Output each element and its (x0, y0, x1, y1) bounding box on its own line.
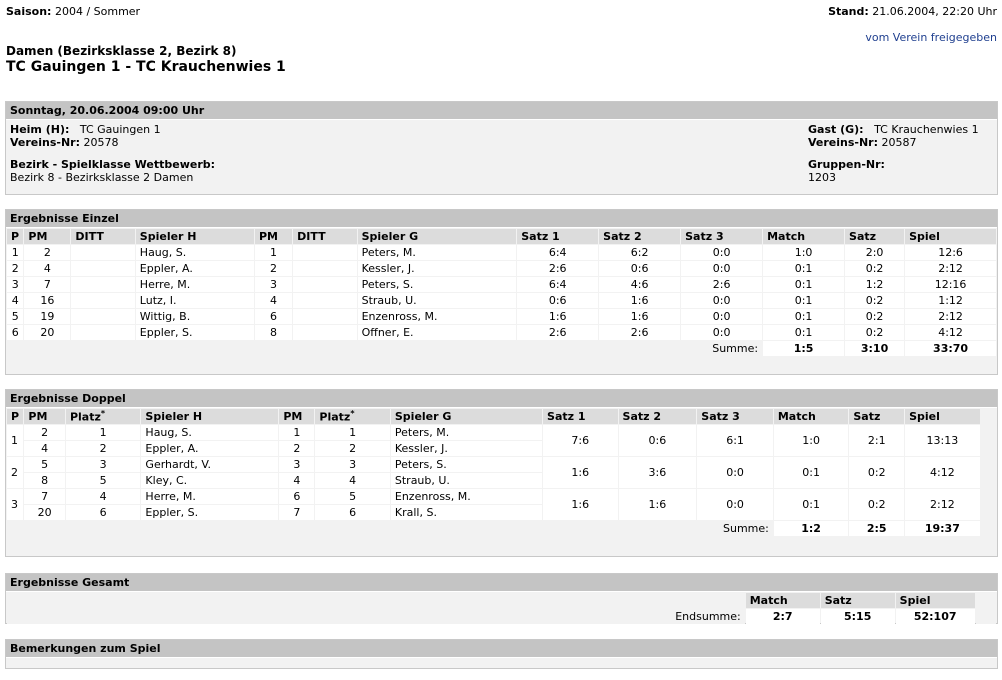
stand: Stand: 21.06.2004, 22:20 Uhr (828, 5, 997, 18)
table-cell: 2:6 (517, 325, 598, 340)
spieler-g: Straub, U. (391, 473, 542, 488)
table-cell: 6:2 (599, 245, 680, 260)
doppel-header-label: Match (777, 410, 816, 423)
einzel-header: Spieler G (358, 229, 517, 244)
spieler-h: Eppler, A. (141, 441, 278, 456)
table-row (7, 277, 996, 292)
table-cell: 0:2 (845, 309, 904, 324)
einzel-header: Satz (845, 229, 904, 244)
table-cell: 0:0 (681, 309, 762, 324)
einzel-header: Spieler H (136, 229, 254, 244)
table-cell: 0:2 (845, 325, 904, 340)
table-cell: Kessler, J. (358, 261, 517, 276)
table-cell: 1:6 (599, 293, 680, 308)
doppel-satz3: 6:1 (697, 425, 773, 456)
table-cell: 0:6 (599, 261, 680, 276)
table-cell: 0:1 (763, 277, 844, 292)
einzel-box (5, 209, 998, 375)
table-row (7, 325, 996, 340)
doppel-summe-value: 1:2 (774, 521, 848, 536)
table-cell: 6 (7, 325, 23, 340)
doppel-match: 0:1 (774, 457, 848, 488)
table-cell (293, 325, 356, 340)
doppel-satz: 0:2 (849, 489, 904, 520)
doppel-satz1: 7:6 (543, 425, 617, 456)
pm-h: 2 (24, 425, 65, 440)
spieler-g: Kessler, J. (391, 441, 542, 456)
platz-h: 2 (66, 441, 140, 456)
gast-info: Gast (G): TC Krauchenwies 1 Vereins-Nr: 20587 (808, 123, 979, 149)
doppel-header (619, 409, 697, 424)
doppel-header (66, 409, 140, 424)
table-cell: 2 (7, 261, 23, 276)
doppel-header-label: Satz (853, 410, 881, 423)
table-cell: Straub, U. (358, 293, 517, 308)
endsumme-label: Endsumme: (7, 609, 745, 624)
einzel-header: PM (255, 229, 292, 244)
table-cell: 2:6 (599, 325, 680, 340)
table-cell: 4:12 (905, 325, 996, 340)
endsumme-spiel: 52:107 (896, 609, 975, 624)
doppel-header-label: Satz 3 (701, 410, 740, 423)
table-cell: 0:1 (763, 309, 844, 324)
doppel-summe-value: 2:5 (849, 521, 904, 536)
doppel-filler (981, 425, 996, 456)
table-cell: 12:6 (905, 245, 996, 260)
einzel-summe-label: Summe: (7, 341, 762, 356)
einzel-summe-value: 1:5 (763, 341, 844, 356)
table-cell: 12:16 (905, 277, 996, 292)
table-cell: 20 (24, 325, 70, 340)
bemerkungen-title: Bemerkungen zum Spiel (6, 640, 997, 658)
doppel-table (6, 408, 997, 537)
einzel-summe-row (7, 341, 996, 356)
table-cell (71, 261, 134, 276)
table-cell: 3 (255, 277, 292, 292)
table-cell: 1:2 (845, 277, 904, 292)
table-cell: 0:0 (681, 245, 762, 260)
doppel-spiel: 4:12 (905, 457, 979, 488)
table-cell: 2 (255, 261, 292, 276)
table-cell (71, 245, 134, 260)
table-cell (71, 277, 134, 292)
table-cell: 1:12 (905, 293, 996, 308)
bemerkungen-box (5, 639, 998, 669)
pm-h: 5 (24, 457, 65, 472)
doppel-header (697, 409, 773, 424)
doppel-header (849, 409, 904, 424)
doppel-filler (981, 457, 996, 488)
spieler-h: Kley, C. (141, 473, 278, 488)
table-cell: Eppler, A. (136, 261, 254, 276)
platz-g: 2 (315, 441, 389, 456)
gesamt-header-match: Match (746, 593, 820, 608)
gesamt-title: Ergebnisse Gesamt (6, 574, 997, 592)
doppel-header (24, 409, 65, 424)
top-line (6, 5, 997, 21)
einzel-header: Satz 1 (517, 229, 598, 244)
gesamt-header-satz: Satz (821, 593, 895, 608)
doppel-header-label: PM (283, 410, 303, 423)
doppel-header-label: Spieler G (394, 410, 452, 423)
spieler-g: Krall, S. (391, 505, 542, 520)
table-cell: 3 (7, 277, 23, 292)
einzel-header: P (7, 229, 23, 244)
doppel-satz: 0:2 (849, 457, 904, 488)
platz-g: 1 (315, 425, 389, 440)
table-row (7, 309, 996, 324)
doppel-header-label: Platz (69, 410, 101, 424)
doppel-summe-value: 19:37 (905, 521, 979, 536)
table-cell: 0:0 (681, 261, 762, 276)
table-cell: 6 (255, 309, 292, 324)
platz-star: * (350, 409, 355, 419)
spieler-g: Peters, M. (391, 425, 542, 440)
doppel-satz: 2:1 (849, 425, 904, 456)
pm-g: 3 (279, 457, 314, 472)
page-title: TC Gauingen 1 - TC Krauchenwies 1 (6, 59, 286, 75)
table-cell: Enzenross, M. (358, 309, 517, 324)
table-cell (71, 293, 134, 308)
doppel-summe-label: Summe: (7, 521, 773, 536)
table-cell: 0:0 (681, 293, 762, 308)
table-cell (293, 277, 356, 292)
doppel-summe-row (7, 521, 996, 536)
platz-h: 4 (66, 489, 140, 504)
table-cell: 1 (255, 245, 292, 260)
platz-h: 1 (66, 425, 140, 440)
table-cell: 2:12 (905, 309, 996, 324)
doppel-filler (981, 409, 996, 424)
doppel-pair-number: 2 (7, 457, 23, 488)
doppel-match: 1:0 (774, 425, 848, 456)
einzel-summe-value: 3:10 (845, 341, 904, 356)
einzel-header: DITT (293, 229, 356, 244)
doppel-pair-number: 1 (7, 425, 23, 456)
doppel-satz3: 0:0 (697, 457, 773, 488)
platz-h: 5 (66, 473, 140, 488)
einzel-header: Match (763, 229, 844, 244)
pm-h: 7 (24, 489, 65, 504)
platz-g: 3 (315, 457, 389, 472)
doppel-spiel: 13:13 (905, 425, 979, 456)
doppel-match: 0:1 (774, 489, 848, 520)
doppel-header (905, 409, 979, 424)
einzel-summe-value: 33:70 (905, 341, 996, 356)
table-cell: 4 (24, 261, 70, 276)
table-cell: 0:6 (517, 293, 598, 308)
table-cell: 2:0 (845, 245, 904, 260)
table-cell: 4 (7, 293, 23, 308)
platz-g: 4 (315, 473, 389, 488)
doppel-satz2: 1:6 (619, 489, 697, 520)
table-cell: 2 (24, 245, 70, 260)
doppel-header (279, 409, 314, 424)
platz-h: 6 (66, 505, 140, 520)
table-cell: 19 (24, 309, 70, 324)
doppel-header-label: P (11, 410, 20, 423)
spieler-h: Eppler, S. (141, 505, 278, 520)
table-cell: 0:1 (763, 325, 844, 340)
pm-g: 2 (279, 441, 314, 456)
table-cell: Peters, M. (358, 245, 517, 260)
doppel-satz2: 3:6 (619, 457, 697, 488)
doppel-header-label: Satz 2 (622, 410, 662, 423)
table-cell: Haug, S. (136, 245, 254, 260)
spieler-g: Enzenross, M. (391, 489, 542, 504)
doppel-header (543, 409, 617, 424)
table-cell: Wittig, B. (136, 309, 254, 324)
doppel-header (774, 409, 848, 424)
table-cell: 7 (24, 277, 70, 292)
spieler-g: Peters, S. (391, 457, 542, 472)
table-cell: 16 (24, 293, 70, 308)
spieler-h: Haug, S. (141, 425, 278, 440)
doppel-header (141, 409, 278, 424)
match-date: Sonntag, 20.06.2004 09:00 Uhr (6, 102, 997, 120)
doppel-spiel: 2:12 (905, 489, 979, 520)
einzel-header: DITT (71, 229, 134, 244)
table-cell: 1:6 (599, 309, 680, 324)
doppel-filler (981, 521, 996, 536)
table-row (7, 457, 996, 472)
doppel-header-label: Platz (319, 410, 351, 424)
doppel-satz1: 1:6 (543, 489, 617, 520)
platz-g: 6 (315, 505, 389, 520)
einzel-header: PM (24, 229, 70, 244)
pm-g: 6 (279, 489, 314, 504)
pm-h: 4 (24, 441, 65, 456)
freigegeben-status: vom Verein freigegeben (865, 31, 997, 44)
gesamt-header-spiel: Spiel (896, 593, 975, 608)
table-cell: 2:12 (905, 261, 996, 276)
saison: Saison: 2004 / Sommer (6, 5, 141, 18)
einzel-table (6, 228, 997, 357)
table-cell (71, 325, 134, 340)
table-cell: 4 (255, 293, 292, 308)
doppel-header-label: Satz 1 (547, 410, 586, 423)
table-cell: Peters, S. (358, 277, 517, 292)
spieler-h: Gerhardt, V. (141, 457, 278, 472)
platz-star: * (100, 409, 106, 419)
bezirk-info: Bezirk - Spielklasse Wettbewerb: Bezirk 8 - Bezirksklasse 2 Damen (10, 158, 216, 184)
table-cell: Lutz, I. (136, 293, 254, 308)
table-cell: 1:6 (517, 309, 598, 324)
endsumme-satz: 5:15 (821, 609, 895, 624)
spieler-h: Herre, M. (141, 489, 278, 504)
doppel-title: Ergebnisse Doppel (6, 390, 997, 408)
doppel-header (315, 409, 389, 424)
table-cell (293, 261, 356, 276)
pm-h: 20 (24, 505, 65, 520)
table-cell: 5 (7, 309, 23, 324)
table-cell: Herre, M. (136, 277, 254, 292)
pm-g: 1 (279, 425, 314, 440)
liga-title: Damen (Bezirksklasse 2, Bezirk 8) (6, 44, 237, 58)
einzel-title: Ergebnisse Einzel (6, 210, 997, 228)
doppel-filler (981, 489, 996, 520)
gruppe-info: Gruppen-Nr: 1203 (808, 158, 885, 184)
doppel-header-label: PM (28, 410, 48, 423)
pm-h: 8 (24, 473, 65, 488)
doppel-header (7, 409, 23, 424)
table-cell: 0:0 (681, 325, 762, 340)
table-cell (71, 309, 134, 324)
doppel-header (391, 409, 542, 424)
table-cell: 6:4 (517, 245, 598, 260)
platz-g: 5 (315, 489, 389, 504)
table-cell: 0:1 (763, 261, 844, 276)
table-cell (293, 309, 356, 324)
table-cell: 2:6 (681, 277, 762, 292)
doppel-box (5, 389, 998, 557)
table-cell: Eppler, S. (136, 325, 254, 340)
einzel-header: Spiel (905, 229, 996, 244)
table-cell: 0:1 (763, 293, 844, 308)
doppel-pair-number: 3 (7, 489, 23, 520)
gesamt-box (5, 573, 998, 624)
einzel-header: Satz 3 (681, 229, 762, 244)
platz-h: 3 (66, 457, 140, 472)
heim-info: Heim (H): TC Gauingen 1 Vereins-Nr: 20578 (10, 123, 161, 149)
table-row (7, 489, 996, 504)
gesamt-table (6, 592, 997, 625)
table-cell (293, 245, 356, 260)
table-cell: 0:2 (845, 261, 904, 276)
table-cell: 8 (255, 325, 292, 340)
table-cell: 6:4 (517, 277, 598, 292)
table-row (7, 425, 996, 440)
doppel-header-label: Spieler H (145, 410, 203, 423)
pm-g: 4 (279, 473, 314, 488)
table-row (7, 245, 996, 260)
match-info-box (5, 101, 998, 195)
table-cell: 1 (7, 245, 23, 260)
table-row (7, 293, 996, 308)
doppel-satz3: 0:0 (697, 489, 773, 520)
pm-g: 7 (279, 505, 314, 520)
table-cell (293, 293, 356, 308)
table-row (7, 261, 996, 276)
table-cell: 1:0 (763, 245, 844, 260)
doppel-header-label: Spiel (909, 410, 940, 423)
table-cell: 0:2 (845, 293, 904, 308)
doppel-satz1: 1:6 (543, 457, 617, 488)
doppel-satz2: 0:6 (619, 425, 697, 456)
einzel-header: Satz 2 (599, 229, 680, 244)
table-cell: Offner, E. (358, 325, 517, 340)
endsumme-match: 2:7 (746, 609, 820, 624)
table-cell: 2:6 (517, 261, 598, 276)
table-cell: 4:6 (599, 277, 680, 292)
